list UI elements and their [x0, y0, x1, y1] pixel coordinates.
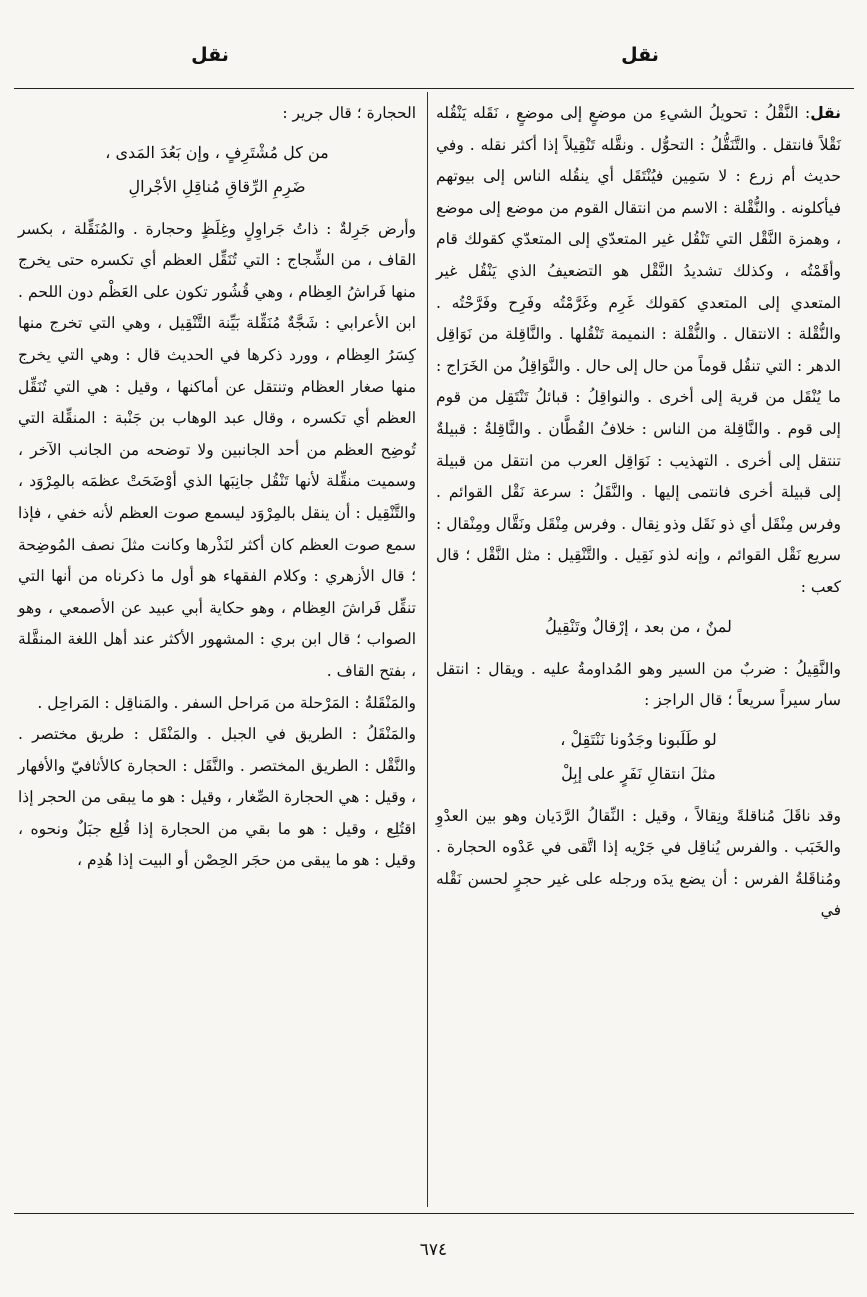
entry-paragraph: والمَنْقَلةُ : المَرْحلة من مَراحل السفر . والمَناقِل : المَراحِل . — [37, 693, 416, 712]
verse-line: مثلَ انتقالِ نَفَرٍ على إبِلْ — [561, 763, 716, 783]
verse-line: من كل مُشْتَرِفٍ ، وإن بَعُدَ المَدى ، — [105, 142, 329, 162]
entry-paragraph: وأرض جَرِلةٌ : ذاتُ جَراوِلٍ وغِلَظٍ وحجارة . والمُنَقِّلة ، بكسر القاف ، من الشِّجاج : التي تُنَقِّل العظم أي تكسره حتى يخرج منها فَراشُ العِظام ، وهي قُشُور تكون على العَظْم دون اللحم . ابن الأعرابي : شَجَّةٌ مُنَقِّلة بَيِّنة التَّنْقِيل ، وهي التي تخرج منها كِسَرُ العِظام ، وورد ذكرها في الحديث قال : وهي التي يخرج منها صغار العظام وتنتقل عن أماكنها ، وقيل : هي التي تُنَقِّل العظم أي تكسره ، وقال عبد الوهاب بن جَنْبة : المنقِّلة التي تُوضِح العظم من أحد الجانبين ولا توضحه من الجانب الآخر ، وسميت منقِّلة لأنها تَنْقُل جانِبَها الذي أوْضَحَتْ عظمَه بالمِرْوَد ، والتَّنْقِيل : أن ينقل بالمِرْوَد ليسمع صوت العظم لأنه خفي ، فإذا سمع صوت العظم كان أكثر لنَذْرها وكانت مثلَ نصف المُوضِحة ؛ قال الأزهري : وكلام الفقهاء هو أول ما ذكرناه من أنها التي تنقِّل فَراشَ العِظام ، وهو حكاية أبي عبيد عن الأصمعي ، وهو الصواب ؛ قال ابن بري : المشهور الأكثر عند أهل اللغة المنقَّلة ، بفتح القاف . — [18, 219, 416, 680]
verse-line: ضَرِمِ الرِّقاقِ مُناقِلِ الأجْرالِ — [128, 176, 306, 196]
header-left-word: نقل — [191, 44, 229, 66]
column-divider — [427, 92, 428, 1207]
right-column — [436, 98, 841, 927]
top-rule — [14, 88, 854, 89]
entry-text: : النَّقْلُ : تحويلُ الشيءِ من موضعٍ إلى موضعٍ ، نَقَله يَنْقُله نَقْلاً فانتقل . والتَّنَقُّلُ : التحوُّل . ونقَّله تَنْقِيلاً إذا أكثر نقله . وفي حديث أم زرع : لا سَمِين فيُنْتَقَل أي ينقُله الناس إلى بيوتهم فيأكلونه . والنُّقْلة : الاسم من انتقال القوم من موضع إلى موضع ، وهمزة النَّقْل التي تَنْقُل غير المتعدّي إلى المتعدّي كقولك قام وأقَمْتُه ، وكذلك تشديدُ النَّقْل هو التضعيفُ الذي يَنْقُل غير المتعدي إلى المتعدي كقولك غَرِم وغَرَّمْتُه وفَرِح وفَرَّحْتُه . والنُّقْلة : الانتقال . والنُّقْلة : النميمة تَنْقُلها . والنَّاقِلة من نَوَاقِل الدهر : التي تنقُل قوماً من حال إلى حال . والنَّوَاقِلُ من الخَرَاج : ما يُنْقَل من قرية إلى أخرى . والنواقِلُ : قبائلُ تَنْتَقِل من قوم إلى قوم . والنَّاقِلة من الناس : خلافُ القُطَّان . والنَّاقِلةُ : قبيلةٌ تنتقل إلى أخرى . التهذيب : نَوَاقِل العرب من انتقل من قبيلة إلى قبيلة أخرى فانتمى إليها . والنَّقَلُ : سرعة نَقْل القوائم . وفرس مِنْقَل أي ذو نَقَل وذو نِقال . وفرس مِنْقَل ونَقَّال ومِنْقال : سريع نَقْل القوائم ، وإنه لذو نَقِيل . والتَّنْقِيل : مثل النَّقْل ؛ قال كعب : — [436, 104, 841, 596]
verse — [436, 723, 841, 791]
verse-line: لو طَلَبونا وجَدُونا نَنْتَقِلْ ، — [560, 729, 717, 749]
verse — [18, 136, 416, 204]
entry-paragraph: الحجارة ؛ قال جرير : — [282, 104, 416, 122]
entry-paragraph: وقد ناقَلَ مُناقلةً ونِقالاً ، وقيل : النِّقالُ الرَّدَيان وهو بين العدْوِ والخَبَب . والفرس يُناقِل في جَرْيه إذا اتَّقى في عَدْوه الحجارة . ومُناقَلةُ الفرس : أن يضع يدَه ورجله على غير حجرٍ لحسن نَقْله في — [436, 806, 841, 920]
verse: لمنٌ ، من بعد ، إرْقالٌ وتَنْقِيلُ — [545, 616, 732, 636]
page-number: ٦٧٤ — [419, 1240, 448, 1260]
entry-paragraph: والنَّقِيلُ : ضربٌ من السير وهو المُداومةُ عليه . ويقال : انتقل سار سيراً سريعاً ؛ قال الراجز : — [436, 659, 841, 710]
headword: نقل — [810, 104, 841, 122]
left-column — [18, 98, 416, 877]
header-right-word: نقل — [621, 44, 659, 66]
bottom-rule — [14, 1213, 854, 1214]
entry-paragraph: والمَنْقَلُ : الطريق في الجبل . والمَنْقَل : طريق مختصر . والنَّقْل : الطريق المختصر . والنَّقَل : الحجارة كالأثافيّ والأفهار ، وقيل : هي الحجارة الصِّغار ، وقيل : هو ما يبقى من الحجر إذا اقتُلِع ، وقيل : هو ما بقي من الحجارة إذا قُلِع جبَلٌ ونحوه ، وقيل : هو ما يبقى من حجَر الحِصْن أو البيت إذا هُدِم ، — [18, 725, 416, 870]
entry-paragraph — [436, 98, 841, 604]
